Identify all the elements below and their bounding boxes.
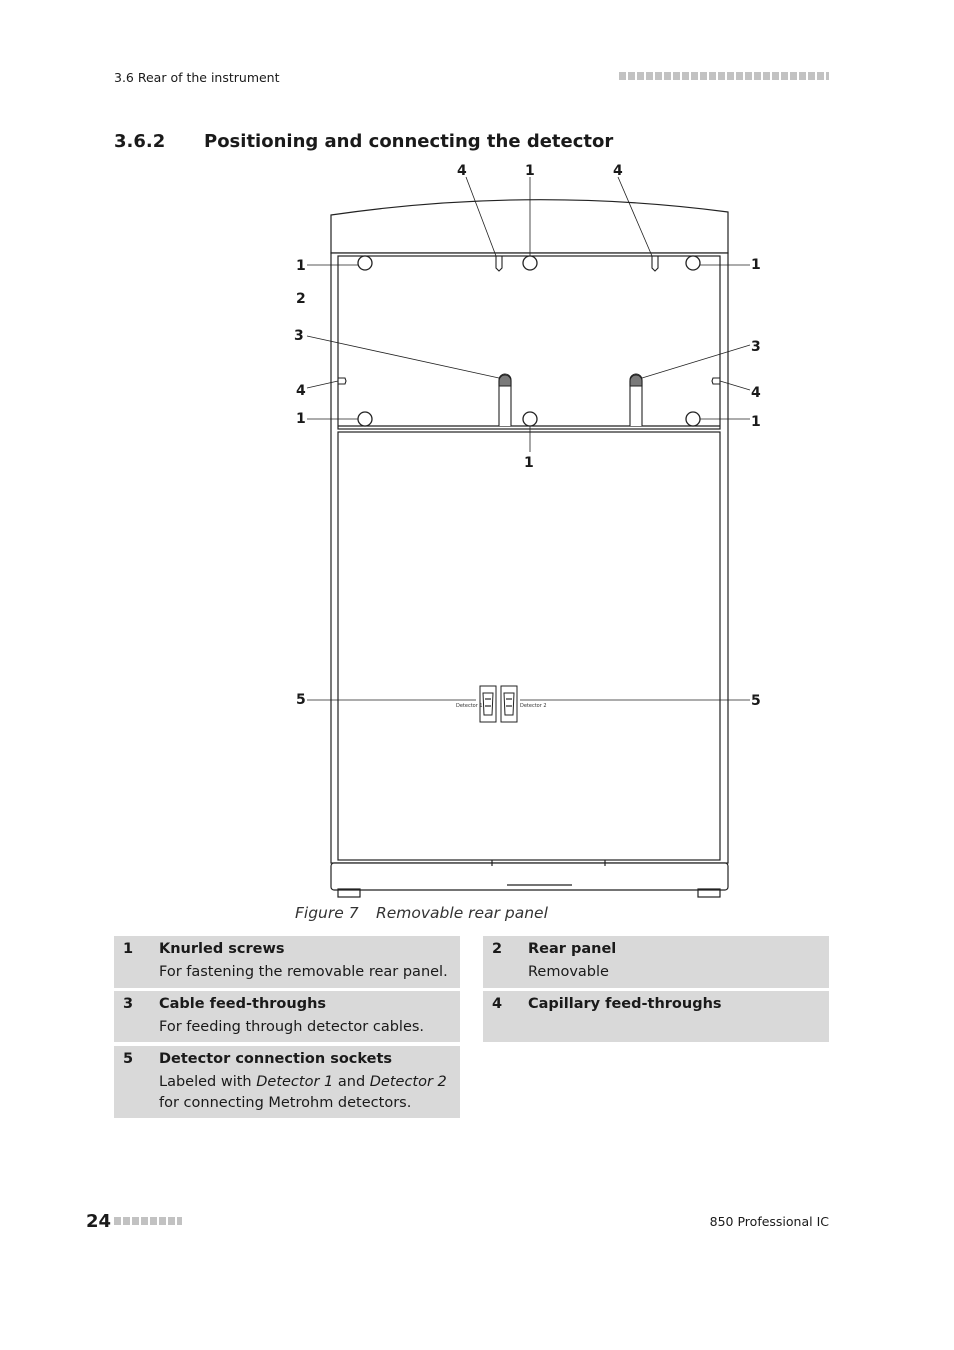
running-header: 3.6 Rear of the instrument <box>114 70 280 85</box>
desc-emphasis: Detector 1 <box>256 1074 334 1090</box>
page-number: 24 <box>86 1211 112 1232</box>
legend-title: Capillary feed-throughs <box>528 996 722 1012</box>
callout-3-right: 3 <box>751 339 761 355</box>
instrument-body <box>331 253 728 863</box>
top-cap <box>331 200 728 253</box>
footer-dot-bar <box>114 1217 182 1225</box>
legend-description: For feeding through detector cables. <box>159 1019 425 1035</box>
desc-emphasis: Detector 2 <box>369 1074 447 1090</box>
legend-title: Rear panel <box>528 941 617 957</box>
legend-number: 2 <box>492 941 503 957</box>
callout-4-top-left: 4 <box>457 163 467 179</box>
socket-label-1: Detector 1 <box>456 703 483 709</box>
callout-3-left: 3 <box>294 328 304 344</box>
base-plinth <box>331 863 728 890</box>
legend-number: 3 <box>123 996 134 1012</box>
screw-top-left <box>358 256 372 270</box>
legend-title: Detector connection sockets <box>159 1051 393 1067</box>
screw-mid-center <box>523 412 537 426</box>
desc-text: and <box>333 1074 370 1090</box>
legend-item-5 <box>114 1046 460 1118</box>
screw-mid-right <box>686 412 700 426</box>
legend-number: 4 <box>492 996 503 1012</box>
legend-description: For fastening the removable rear panel. <box>159 964 448 980</box>
legend-description: Removable <box>528 964 609 980</box>
legend-title: Cable feed-throughs <box>159 996 327 1012</box>
legend-number: 1 <box>123 941 134 957</box>
section-number: 3.6.2 <box>114 131 166 152</box>
legend-item-3 <box>114 991 460 1042</box>
callout-4-right: 4 <box>751 385 761 401</box>
callout-1-top: 1 <box>525 163 535 179</box>
callout-5-left: 5 <box>296 692 306 708</box>
legend-item-2 <box>483 936 829 988</box>
figure-caption-text: Removable rear panel <box>376 904 548 922</box>
callout-2: 2 <box>296 291 306 307</box>
screw-mid-left <box>358 412 372 426</box>
legend-item-1 <box>114 936 460 988</box>
socket-label-2: Detector 2 <box>520 703 547 709</box>
callout-1-upper-left: 1 <box>296 258 306 274</box>
legend-item-4 <box>483 991 829 1042</box>
callout-1-lower-left: 1 <box>296 411 306 427</box>
legend-title: Knurled screws <box>159 941 285 957</box>
screw-top-right <box>686 256 700 270</box>
desc-text: Labeled with <box>159 1074 257 1090</box>
callout-4-top-right: 4 <box>613 163 623 179</box>
section-title: Positioning and connecting the detector <box>204 131 614 152</box>
desc-text: for connecting Metrohm detectors. <box>159 1095 412 1111</box>
callout-1-bottom: 1 <box>524 455 534 471</box>
screw-top-center <box>523 256 537 270</box>
legend-number: 5 <box>123 1051 134 1067</box>
callout-1-lower-right: 1 <box>751 414 761 430</box>
product-name: 850 Professional IC <box>709 1214 829 1229</box>
legend-description <box>159 1072 459 1114</box>
callout-1-upper-right: 1 <box>751 257 761 273</box>
callout-5-right: 5 <box>751 693 761 709</box>
callout-4-left: 4 <box>296 383 306 399</box>
figure-caption-label: Figure 7 <box>295 904 359 922</box>
